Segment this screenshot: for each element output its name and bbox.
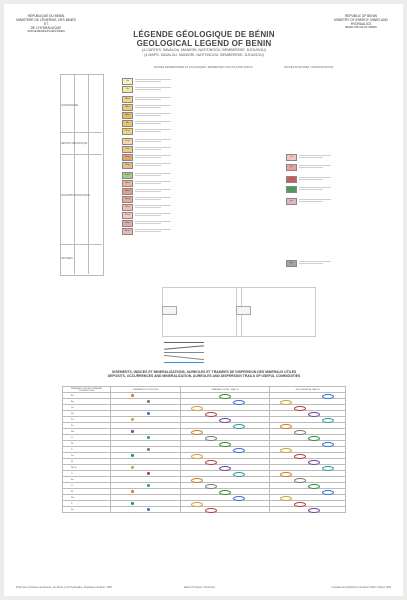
header-left-line: MINISTERE DE L'ENERGIE, DES MINES ET [16, 18, 76, 26]
commodity-label: Mo [71, 496, 75, 499]
legend-description-line [135, 113, 171, 114]
legend-swatch: Pm-s [122, 180, 133, 187]
legend-description-line [135, 231, 161, 232]
deposit-marker [131, 466, 133, 468]
legend-description-line [299, 167, 323, 168]
fault-symbol [164, 345, 204, 349]
legend-swatch: Nb-s [122, 104, 133, 111]
legend-swatch: Pk-q [122, 154, 133, 161]
commodity-label: Mn [71, 430, 75, 433]
commodity-label: Zn [71, 418, 74, 421]
deposit-marker [147, 412, 149, 414]
minerals-title [64, 370, 344, 378]
header-left-line: REPUBLIQUE DU BENIN [27, 14, 65, 18]
header-right [331, 14, 391, 30]
legend-description-line [135, 215, 161, 216]
deposit-marker [147, 484, 149, 486]
legend-description-line [135, 221, 171, 222]
legend-swatch: Pa-q [122, 204, 133, 211]
header-right-line: MINISTRY OF ENERGY, MINES AND [334, 18, 388, 22]
legend-description-line [135, 99, 161, 100]
legend-description-line [135, 191, 161, 192]
legend-description-line [299, 263, 323, 264]
legend-description-line [299, 187, 331, 188]
subtitle-fr: (4 CARTES: SAVALOU, MANIGRI, NATITINGOU, BEMBEREKE, DJOUGOU) [142, 48, 266, 52]
legend-description-line [135, 141, 161, 142]
header-right-line: HYDRAULICS [350, 22, 372, 26]
deposit-marker [131, 454, 133, 456]
legend-description-line [135, 105, 171, 106]
footer-left: Publié par le Ministère de l'Energie, des Mines et de l'Hydraulique, République du Bénin, 1995 [16, 587, 112, 589]
contact-symbol [164, 362, 204, 363]
commodity-label: Cr [71, 436, 74, 439]
legend-description-line [135, 165, 161, 166]
commodity-label: Ag [71, 400, 74, 403]
halo-marker [308, 508, 320, 513]
legend-description-line [135, 89, 161, 90]
commodity-label: Sn [71, 454, 74, 457]
intrusive-swatch: ν [286, 186, 297, 193]
legend-description-line [135, 155, 171, 156]
marker-cell [111, 507, 181, 513]
col-lithogeo: MINERALOGICAL / HALOS [180, 387, 269, 393]
legend-swatch: Pk-g [122, 162, 133, 169]
fault-symbol [164, 355, 204, 360]
legend-description-line [135, 189, 171, 190]
deposit-marker [147, 508, 149, 510]
commodity-label: Nb-Ta [71, 466, 77, 469]
legend-description-line [135, 87, 171, 88]
header-left [16, 14, 76, 34]
legend-swatch: Pm-g [122, 196, 133, 203]
col-geochem: GEOCHEMICAL HALOS [270, 387, 346, 393]
legend-description-line [135, 175, 161, 176]
subtitle-en: (4 MAPS: SAVALOU, MANIGRI, NATITINGOU, BEMBEREKE, DJOUGOU) [144, 53, 264, 57]
fault-symbol [164, 352, 204, 353]
legend-description-line [135, 157, 161, 158]
legend-description-line [299, 199, 331, 200]
legend-swatch: Qc [122, 86, 133, 93]
marker-cell [270, 507, 346, 513]
legend-description-line [135, 229, 171, 230]
legend-swatch: Ar-g [122, 220, 133, 227]
symbol-swatch [236, 306, 251, 315]
col-heading-right: ROCHES INTRUSIVES / INTRUSIVE ROCKS [284, 66, 334, 69]
legend-description-line [299, 189, 323, 190]
legend-swatch: Nb-a [122, 112, 133, 119]
legend-swatch: Qa [122, 78, 133, 85]
legend-description-line [135, 139, 171, 140]
commodity-label: W [71, 460, 74, 463]
commodity-label: Be [71, 478, 74, 481]
legend-description-line [135, 199, 161, 200]
legend-description-line [135, 183, 161, 184]
legend-description-line [135, 121, 171, 122]
era-divider [60, 154, 102, 155]
legend-description-line [135, 147, 171, 148]
symbol-swatch [162, 306, 177, 315]
intrusive-swatch: γ1 [286, 154, 297, 161]
col-heading-left: ROCHES SEDIMENTAIRES ET VOLCANIQUES / SEDIMENTARY AND VOLCANIC ROCKS [154, 66, 253, 69]
commodity-label: Cu [71, 406, 74, 409]
intrusive-swatch: gn [286, 260, 297, 267]
commodity-label: P [71, 502, 73, 505]
header-right-line: REPUBLIC OF BENIN [345, 14, 377, 18]
legend-description-line [135, 173, 171, 174]
intrusive-swatch: γa [286, 198, 297, 205]
era-label: ARCHEEN [61, 257, 73, 260]
title-fr: LÉGENDE GÉOLOGIQUE DE BÉNIN [133, 30, 275, 39]
commodity-label: Pb [71, 412, 74, 415]
commodity-label: Ni [71, 442, 74, 445]
legend-description-line [135, 149, 161, 150]
era-divider [60, 132, 102, 133]
commodity-label: Au [71, 394, 74, 397]
legend-swatch: Ar-m [122, 228, 133, 235]
legend-description-line [135, 207, 161, 208]
marker-cell [180, 507, 269, 513]
col-commodity: MINERAUX UTILES / MINERAL COMMODITIES [63, 387, 111, 393]
header-left-line: OFFICE BENINOIS DES MINES [27, 30, 65, 33]
deposit-marker [147, 448, 149, 450]
fault-symbol [164, 342, 204, 343]
table-row [63, 507, 346, 513]
legend-description-line [299, 165, 331, 166]
header-right-line: BENIN OFFICE OF MINES [345, 26, 377, 29]
legend-description-line [135, 123, 161, 124]
deposit-marker [131, 418, 133, 420]
minerals-title-fr: GISEMENTS, INDICES ET MINERALISATIONS, AUREOLES ET TRAINEES DE DISPERSION DES MINERAUX UTILES [111, 370, 297, 374]
commodity-cell [63, 507, 111, 513]
legend-swatch: Pt-m [122, 138, 133, 145]
minerals-table [62, 386, 346, 513]
legend-description-line [299, 261, 331, 262]
deposit-marker [147, 400, 149, 402]
deposit-marker [147, 472, 149, 474]
intrusive-swatch: γ2 [286, 164, 297, 171]
deposit-marker [131, 502, 133, 504]
page-title [104, 30, 304, 58]
era-label: NEOPROTEROZOIQUE [61, 142, 88, 145]
commodity-label: Li [71, 472, 73, 475]
commodity-label: Ba [71, 508, 74, 511]
intrusive-swatch: δ [286, 176, 297, 183]
legend-description-line [299, 179, 323, 180]
map-sheet [4, 4, 403, 596]
legend-description-line [135, 79, 171, 80]
commodity-label: Bi [71, 490, 73, 493]
commodity-label: Fe [71, 424, 74, 427]
legend-swatch: Nc-p [122, 128, 133, 135]
header-left-line: DE L'HYDRAULIQUE [30, 26, 62, 30]
legend-description-line [135, 213, 171, 214]
deposit-marker [131, 490, 133, 492]
legend-description-line [299, 155, 331, 156]
minerals-title-en: DEPOSITS, OCCURRENCES AND MINERALIZATION, AUREOLES AND DISPERSION TRAILS OF USEFUL COMMODITIES [107, 374, 301, 379]
col-deposits: GISEMENTS ET INDICES [111, 387, 181, 393]
legend-swatch: Pa-m [122, 212, 133, 219]
title-en: GEOLOGICAL LEGEND OF BENIN [136, 39, 272, 48]
legend-description-line [135, 81, 161, 82]
legend-swatch: Pt-a [122, 146, 133, 153]
legend-description-line [135, 205, 171, 206]
legend-description-line [135, 131, 161, 132]
deposit-marker [147, 436, 149, 438]
legend-description-line [299, 177, 331, 178]
footer-center: Edition Provisoire / Preliminary [184, 587, 216, 589]
commodity-label: U [71, 484, 73, 487]
era-divider [60, 244, 102, 245]
legend-swatch: Pm-b [122, 172, 133, 179]
era-label: PALEOPROTEROZOIQUE [61, 194, 90, 197]
commodity-label: Ti [71, 448, 73, 451]
deposit-marker [131, 430, 133, 432]
footer-right: Compiled and published by the Benin Office of Mines 1995 [331, 587, 391, 589]
legend-description-line [135, 129, 171, 130]
halo-marker [205, 508, 217, 513]
legend-swatch: Nb-m [122, 96, 133, 103]
legend-description-line [135, 223, 161, 224]
era-label: QUATERNAIRE [61, 104, 79, 107]
legend-swatch: Nc [122, 120, 133, 127]
legend-description-line [299, 157, 323, 158]
legend-description-line [135, 107, 161, 108]
legend-description-line [135, 97, 171, 98]
legend-description-line [135, 163, 171, 164]
legend-swatch: Pm-a [122, 188, 133, 195]
legend-description-line [135, 197, 171, 198]
legend-description-line [135, 115, 161, 116]
legend-description-line [135, 181, 171, 182]
legend-description-line [299, 201, 323, 202]
deposit-marker [131, 394, 133, 396]
